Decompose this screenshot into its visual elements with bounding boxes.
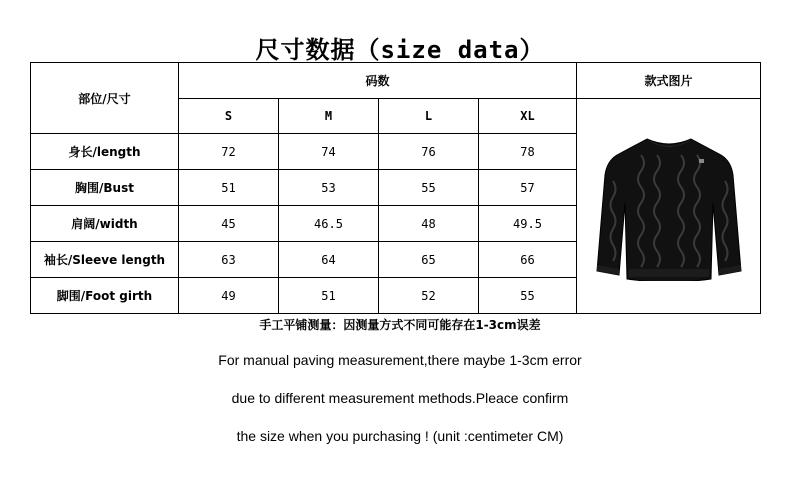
cell-width-xl: 49.5	[479, 206, 577, 242]
cell-girth-l: 52	[379, 278, 479, 314]
size-s-header: S	[179, 99, 279, 134]
cell-bust-xl: 57	[479, 170, 577, 206]
row-label-width: 肩阔/width	[31, 206, 179, 242]
measurement-note-line-3: the size when you purchasing ! (unit :centimeter CM)	[236, 428, 564, 444]
cell-bust-s: 51	[179, 170, 279, 206]
product-image-cell	[577, 99, 761, 314]
cell-sleeve-s: 63	[179, 242, 279, 278]
row-label-foot-girth: 脚围/Foot girth	[31, 278, 179, 314]
cell-sleeve-m: 64	[279, 242, 379, 278]
row-label-length: 身长/length	[31, 134, 179, 170]
corner-header: 部位/尺寸	[31, 63, 179, 134]
cell-bust-m: 53	[279, 170, 379, 206]
page-title: 尺寸数据（size data）	[255, 36, 545, 64]
row-label-bust: 胸围/Bust	[31, 170, 179, 206]
measurement-note-line-1: For manual paving measurement,there maybe 1-3cm error	[218, 352, 582, 368]
cell-girth-xl: 55	[479, 278, 577, 314]
cell-length-m: 74	[279, 134, 379, 170]
size-m-header: M	[279, 99, 379, 134]
row-label-sleeve-length: 袖长/Sleeve length	[31, 242, 179, 278]
cell-length-s: 72	[179, 134, 279, 170]
cell-girth-s: 49	[179, 278, 279, 314]
cell-sleeve-xl: 66	[479, 242, 577, 278]
measurement-note-chinese: 手工平铺测量：因测量方式不同可能存在1-3cm误差	[259, 318, 541, 332]
cell-bust-l: 55	[379, 170, 479, 206]
cell-length-l: 76	[379, 134, 479, 170]
size-chart-table	[30, 62, 761, 314]
size-xl-header: XL	[479, 99, 577, 134]
black-cable-knit-sweater-icon	[589, 131, 749, 281]
cell-girth-m: 51	[279, 278, 379, 314]
cell-width-m: 46.5	[279, 206, 379, 242]
cell-width-l: 48	[379, 206, 479, 242]
cell-length-xl: 78	[479, 134, 577, 170]
size-l-header: L	[379, 99, 479, 134]
cell-sleeve-l: 65	[379, 242, 479, 278]
size-code-header: 码数	[179, 63, 577, 99]
measurement-note-line-2: due to different measurement methods.Pleace confirm	[231, 390, 569, 406]
cell-width-s: 45	[179, 206, 279, 242]
style-image-header: 款式图片	[577, 63, 761, 99]
